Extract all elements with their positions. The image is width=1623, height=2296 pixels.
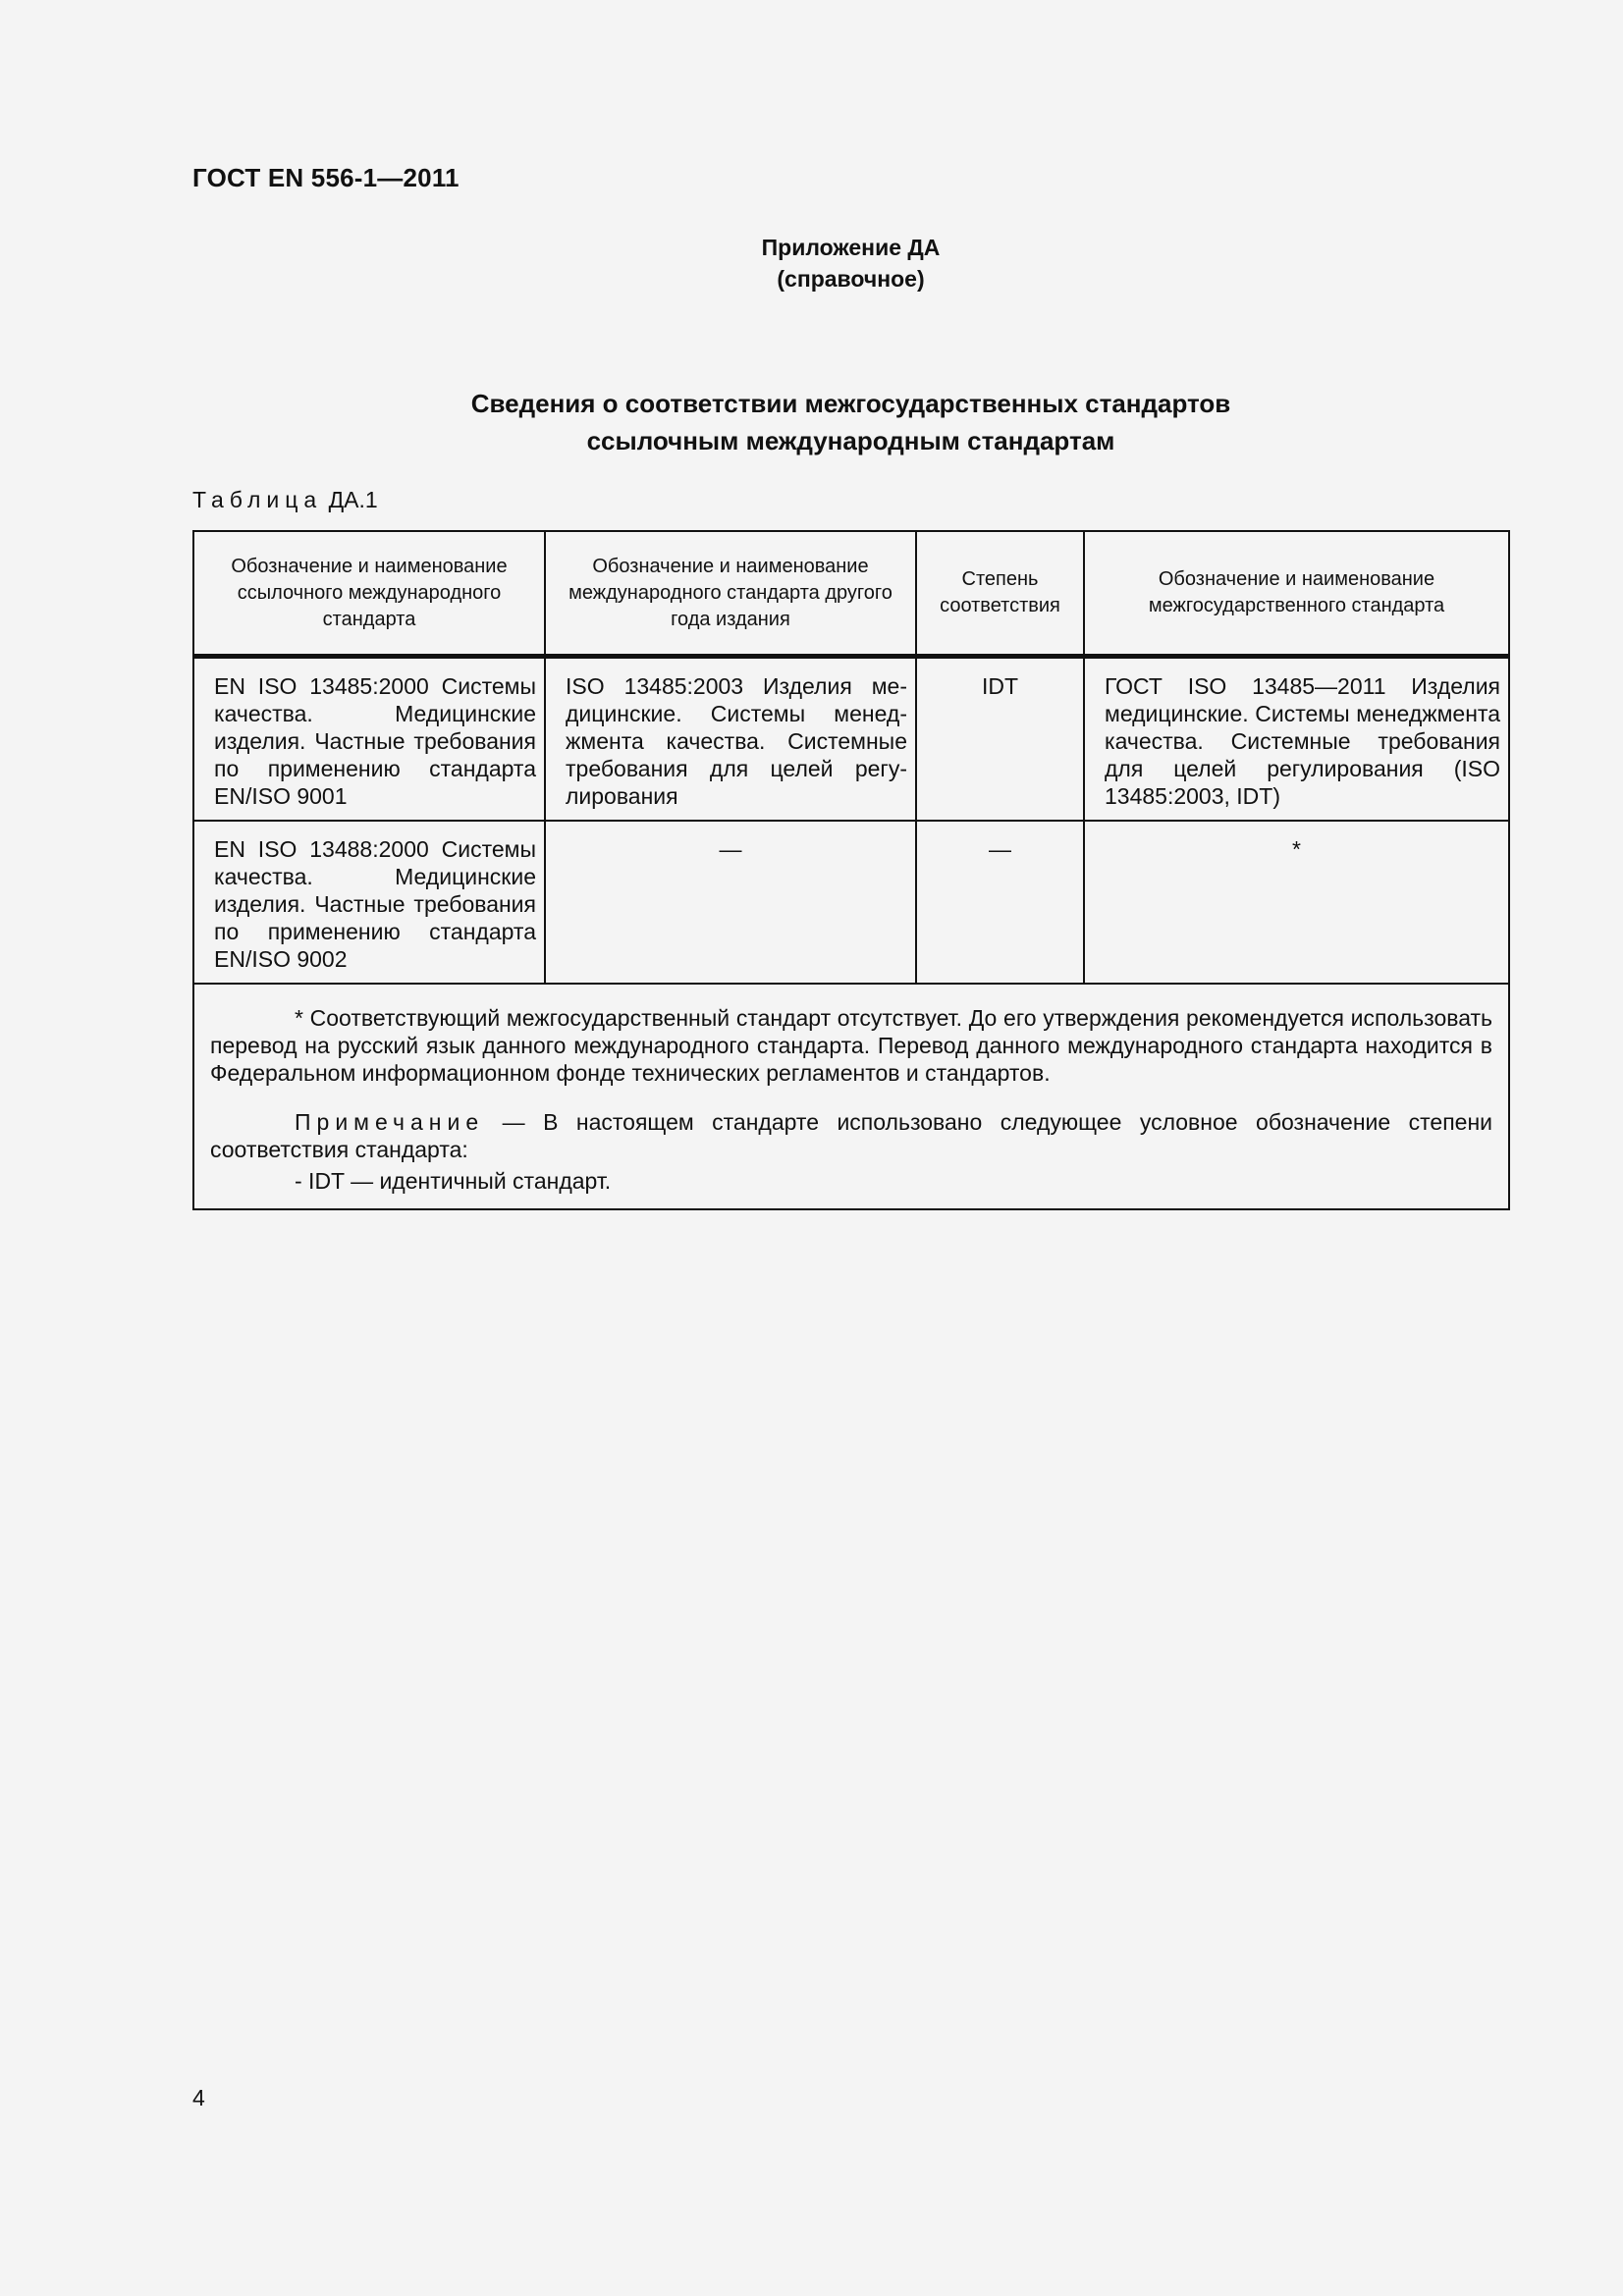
table-notes-row <box>193 984 1509 1209</box>
section-title <box>0 385 1623 459</box>
correspondence-table <box>192 530 1510 1210</box>
page-number: 4 <box>192 2085 205 2110</box>
table-notes <box>193 984 1509 1209</box>
table-cell: * <box>1084 821 1509 984</box>
table-cell: EN ISO 13488:2000 Системы качества. Медицинские изделия. Частные требования по применению стандарта EN/ISO 9002 <box>193 821 545 984</box>
note-label: Примечание <box>295 1109 485 1135</box>
document-code: ГОСТ EN 556-1—2011 <box>192 163 460 192</box>
header-interstate-standard: Обозначение и наименование межгосударственного стандарта <box>1084 531 1509 657</box>
table-cell: IDT <box>916 657 1084 822</box>
appendix-heading <box>0 232 1623 294</box>
table-footnote: * Соответствующий межгосударственный стандарт отсутствует. До его утверждения рекомендуется использовать перевод на русский язык данного международного стандарта. Перевод данного международного стандарта находится в Федеральном информационном фонде технических регламентов и стандартов. <box>210 1005 1492 1086</box>
table-caption-word: Таблица <box>192 487 323 512</box>
appendix-title: Приложение ДА <box>761 235 941 260</box>
table-row <box>193 821 1509 984</box>
section-title-line-2: ссылочным международным стандартам <box>586 426 1115 455</box>
note-item: - IDT — идентичный стандарт. <box>295 1168 612 1194</box>
table-cell: EN ISO 13485:2000 Системы качества. Медицинские изделия. Частные требования по применению стандарта EN/ISO 9001 <box>193 657 545 822</box>
table-cell: ГОСТ ISO 13485—2011 Изделия медицинские. Системы менеджмента качества. Системные требования для целей регулирования (ISO 13485:2003, IDT) <box>1084 657 1509 822</box>
table-row <box>193 657 1509 822</box>
section-title-line-1: Сведения о соответствии межгосударственных стандартов <box>470 389 1231 418</box>
table-cell: ISO 13485:2003 Изделия медицинские. Системы менеджмента качества. Системные требования для целей регулирования <box>545 657 916 822</box>
header-international-standard: Обозначение и наименование ссылочного международного стандарта <box>193 531 545 657</box>
table-note <box>210 1108 1492 1163</box>
table-caption-number: ДА.1 <box>328 487 378 512</box>
table-cell: — <box>916 821 1084 984</box>
table-caption <box>192 487 378 513</box>
appendix-type: (справочное) <box>777 266 925 292</box>
table-header-row <box>193 531 1509 657</box>
note-text: — В настоящем стандарте использовано следующее условное обозначение степени соответствия стандарта: <box>210 1109 1493 1162</box>
table-cell: — <box>545 821 916 984</box>
header-other-year-standard: Обозначение и наименование международного стандарта другого года издания <box>545 531 916 657</box>
header-degree-of-conformity: Степень соответствия <box>916 531 1084 657</box>
